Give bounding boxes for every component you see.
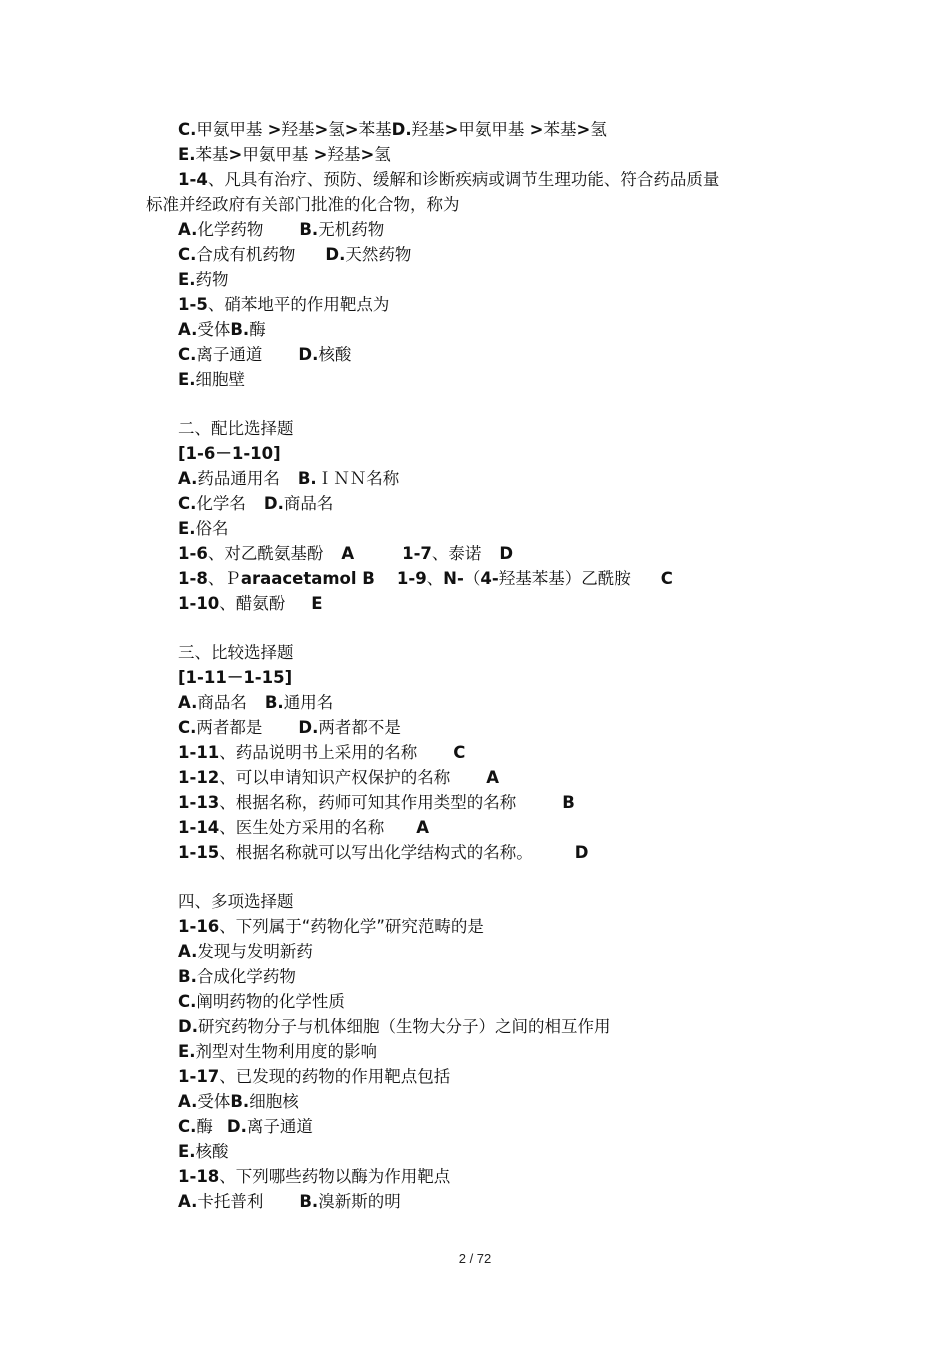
text-line bbox=[0, 1039, 950, 1064]
text-segment: A. bbox=[178, 693, 198, 712]
text-segment: 酶 bbox=[196, 1117, 213, 1136]
text-line bbox=[0, 516, 950, 541]
text-segment: B. bbox=[230, 1092, 250, 1111]
text-segment: 合成化学药物 bbox=[196, 967, 296, 986]
text-segment: 甲氨甲基 bbox=[458, 120, 530, 139]
text-segment: 核酸 bbox=[318, 345, 352, 364]
text-segment: 、根据名称，药师可知其作用类型的名称 bbox=[219, 793, 517, 812]
text-segment: D. bbox=[325, 245, 346, 264]
text-segment: 1-8 bbox=[178, 569, 208, 588]
text-segment: A. bbox=[178, 942, 198, 961]
text-segment: 三、比较选择题 bbox=[178, 643, 294, 662]
text-segment: > bbox=[576, 120, 591, 139]
text-line bbox=[0, 1064, 950, 1089]
text-segment: > bbox=[313, 145, 328, 164]
text-line bbox=[0, 292, 950, 317]
text-segment: 四、多项选择题 bbox=[178, 892, 294, 911]
text-segment: E. bbox=[178, 145, 196, 164]
text-segment: A bbox=[416, 818, 430, 837]
text-line bbox=[0, 889, 950, 914]
text-segment: > bbox=[529, 120, 544, 139]
text-segment: 、醋氨酚 bbox=[219, 594, 286, 613]
text-segment: D. bbox=[226, 1117, 247, 1136]
text-segment: E. bbox=[178, 519, 196, 538]
text-line bbox=[0, 989, 950, 1014]
text-segment: 研究药物分子与机体细胞（生物大分子）之间的相互作用 bbox=[197, 1017, 611, 1036]
text-segment: E. bbox=[178, 1142, 196, 1161]
text-segment: D. bbox=[298, 718, 319, 737]
text-segment: 甲氨甲基 bbox=[196, 120, 268, 139]
text-segment: 化学药物 bbox=[197, 220, 264, 239]
section-gap bbox=[0, 865, 950, 889]
text-line bbox=[0, 142, 950, 167]
text-segment: C. bbox=[178, 245, 197, 264]
text-segment: 、 bbox=[426, 569, 444, 588]
text-line bbox=[0, 441, 950, 466]
text-line bbox=[0, 939, 950, 964]
text-segment: B bbox=[562, 793, 575, 812]
text-segment: 、可以申请知识产权保护的名称 bbox=[219, 768, 451, 787]
text-segment: 1-14 bbox=[178, 818, 220, 837]
text-segment: A. bbox=[178, 220, 198, 239]
text-segment: 核酸 bbox=[195, 1142, 229, 1161]
text-segment: A. bbox=[178, 320, 198, 339]
text-line bbox=[0, 790, 950, 815]
text-segment: 、凡具有治疗、预防、缓解和诊断疾病或调节生理功能、符合药品质量 bbox=[207, 170, 720, 189]
text-segment: N- bbox=[443, 569, 464, 588]
text-segment: 1-16 bbox=[178, 917, 220, 936]
text-line bbox=[0, 740, 950, 765]
text-line bbox=[0, 117, 950, 142]
text-line bbox=[0, 242, 950, 267]
text-segment: > bbox=[344, 120, 359, 139]
text-segment: 化学名 bbox=[196, 494, 246, 513]
text-segment: > bbox=[444, 120, 459, 139]
text-segment: 苯基 bbox=[543, 120, 577, 139]
text-segment: 1-10 bbox=[178, 594, 220, 613]
text-segment: 两者都不是 bbox=[318, 718, 401, 737]
text-segment: 发现与发明新药 bbox=[197, 942, 313, 961]
text-segment: 1-11 bbox=[178, 743, 220, 762]
text-segment: 阐明药物的化学性质 bbox=[196, 992, 345, 1011]
text-segment: 1-5 bbox=[178, 295, 208, 314]
text-segment: 、药品说明书上采用的名称 bbox=[219, 743, 418, 762]
text-segment: 、硝苯地平的作用靶点为 bbox=[207, 295, 390, 314]
text-line bbox=[0, 267, 950, 292]
text-segment: 氢 bbox=[590, 120, 607, 139]
text-line bbox=[0, 541, 950, 566]
text-segment: 离子通道 bbox=[246, 1117, 313, 1136]
text-segment: C. bbox=[178, 718, 197, 737]
text-line bbox=[0, 1089, 950, 1114]
document-body bbox=[0, 117, 950, 1214]
text-segment: C. bbox=[178, 120, 197, 139]
text-segment: 氢 bbox=[328, 120, 345, 139]
text-segment: B. bbox=[230, 320, 250, 339]
text-segment: > bbox=[267, 120, 282, 139]
text-segment: 苯基 bbox=[195, 145, 229, 164]
text-segment: 羟基苯基）乙酰胺 bbox=[498, 569, 631, 588]
text-segment: 、下列属于“药物化学”研究范畴的是 bbox=[219, 917, 484, 936]
text-segment: 、对乙酰氨基酚 bbox=[207, 544, 324, 563]
text-segment: 1-7 bbox=[402, 544, 432, 563]
text-segment: C. bbox=[178, 992, 197, 1011]
text-segment: 天然药物 bbox=[345, 245, 412, 264]
text-segment: 、泰诺 bbox=[431, 544, 482, 563]
text-segment: D. bbox=[298, 345, 319, 364]
text-segment: E. bbox=[178, 370, 196, 389]
text-line bbox=[0, 690, 950, 715]
text-segment: 细胞核 bbox=[249, 1092, 299, 1111]
text-line bbox=[0, 167, 950, 192]
text-segment: D bbox=[499, 544, 514, 563]
text-segment: E. bbox=[178, 1042, 196, 1061]
text-segment: > bbox=[314, 120, 329, 139]
text-line bbox=[0, 1164, 950, 1189]
text-segment: D. bbox=[178, 1017, 198, 1036]
text-segment: B. bbox=[299, 1192, 319, 1211]
text-segment: A. bbox=[178, 1092, 198, 1111]
text-segment: C. bbox=[178, 494, 197, 513]
text-segment: 1-13 bbox=[178, 793, 220, 812]
text-segment: araacetamol B bbox=[240, 569, 375, 588]
text-segment: 、已发现的药物的作用靶点包括 bbox=[219, 1067, 451, 1086]
text-line bbox=[0, 466, 950, 491]
text-line bbox=[0, 914, 950, 939]
text-segment: 羟基 bbox=[411, 120, 445, 139]
text-line bbox=[0, 1139, 950, 1164]
text-segment: E. bbox=[178, 270, 196, 289]
text-line bbox=[0, 367, 950, 392]
text-segment: 酶 bbox=[249, 320, 266, 339]
text-segment: ＩＮＮ名称 bbox=[316, 469, 400, 488]
text-segment: 两者都是 bbox=[196, 718, 263, 737]
text-segment: 1-17 bbox=[178, 1067, 220, 1086]
text-line bbox=[0, 317, 950, 342]
text-line bbox=[0, 1014, 950, 1039]
text-segment: D. bbox=[391, 120, 412, 139]
text-line bbox=[0, 840, 950, 865]
section-gap bbox=[0, 616, 950, 640]
text-segment: 卡托普利 bbox=[197, 1192, 264, 1211]
text-segment: 氢 bbox=[374, 145, 391, 164]
text-segment: E bbox=[311, 594, 323, 613]
text-segment: 二、配比选择题 bbox=[178, 419, 294, 438]
text-segment: 1-15 bbox=[178, 843, 220, 862]
text-segment: 1-9 bbox=[396, 569, 427, 588]
text-segment: B. bbox=[264, 693, 284, 712]
text-line bbox=[0, 964, 950, 989]
text-line bbox=[0, 1114, 950, 1139]
text-segment: C. bbox=[178, 345, 197, 364]
text-segment: 受体 bbox=[197, 1092, 231, 1111]
text-segment: C. bbox=[178, 1117, 197, 1136]
text-line bbox=[0, 765, 950, 790]
text-segment: B. bbox=[178, 967, 197, 986]
text-line bbox=[0, 566, 950, 591]
text-segment: 剂型对生物利用度的影响 bbox=[195, 1042, 378, 1061]
text-line bbox=[0, 665, 950, 690]
text-segment: 、下列哪些药物以酶为作用靶点 bbox=[219, 1167, 451, 1186]
text-line bbox=[0, 1189, 950, 1214]
text-segment: 、根据名称就可以写出化学结构式的名称。 bbox=[219, 843, 533, 862]
text-line bbox=[0, 815, 950, 840]
page-number: 2 / 72 bbox=[458, 1251, 492, 1266]
text-segment: 无机药物 bbox=[318, 220, 385, 239]
text-line bbox=[0, 416, 950, 441]
text-segment: 1-18 bbox=[178, 1167, 220, 1186]
text-segment: C bbox=[660, 569, 673, 588]
text-segment: B. bbox=[297, 469, 317, 488]
text-segment: > bbox=[228, 145, 243, 164]
text-segment: 药物 bbox=[195, 270, 229, 289]
text-segment: [1-11－1-15] bbox=[178, 668, 293, 687]
text-segment: B. bbox=[299, 220, 319, 239]
text-line bbox=[0, 217, 950, 242]
text-segment: 合成有机药物 bbox=[196, 245, 296, 264]
text-segment: 商品名 bbox=[197, 693, 247, 712]
text-segment: 通用名 bbox=[283, 693, 334, 712]
text-segment: A. bbox=[178, 1192, 198, 1211]
text-line bbox=[0, 342, 950, 367]
text-segment: A bbox=[341, 544, 355, 563]
text-segment: 俗名 bbox=[195, 519, 229, 538]
text-segment: 4- bbox=[480, 569, 499, 588]
text-segment: 1-6 bbox=[178, 544, 208, 563]
text-segment: C bbox=[453, 743, 466, 762]
text-segment: 苯基 bbox=[358, 120, 392, 139]
text-segment: 受体 bbox=[197, 320, 231, 339]
text-segment: D. bbox=[263, 494, 284, 513]
text-line bbox=[0, 591, 950, 616]
text-line bbox=[0, 192, 950, 217]
text-segment: A bbox=[486, 768, 500, 787]
text-segment: D bbox=[574, 843, 589, 862]
text-segment: 、医生处方采用的名称 bbox=[219, 818, 385, 837]
section-gap bbox=[0, 392, 950, 416]
text-segment: （ bbox=[463, 569, 481, 588]
text-segment: 、Ｐ bbox=[207, 569, 241, 588]
text-segment: 1-4 bbox=[178, 170, 208, 189]
text-segment: 商品名 bbox=[283, 494, 334, 513]
text-segment: 细胞壁 bbox=[195, 370, 246, 389]
text-segment: > bbox=[360, 145, 375, 164]
text-segment: 甲氨甲基 bbox=[242, 145, 314, 164]
text-segment: 离子通道 bbox=[196, 345, 263, 364]
text-line bbox=[0, 491, 950, 516]
text-line bbox=[0, 640, 950, 665]
text-segment: [1-6－1-10] bbox=[178, 444, 281, 463]
text-segment: 羟基 bbox=[281, 120, 315, 139]
text-segment: 药品通用名 bbox=[197, 469, 280, 488]
text-segment: A. bbox=[178, 469, 198, 488]
text-segment: 羟基 bbox=[327, 145, 361, 164]
text-line bbox=[0, 715, 950, 740]
text-segment: 标准并经政府有关部门批准的化合物，称为 bbox=[146, 195, 460, 214]
text-segment: 溴新斯的明 bbox=[318, 1192, 401, 1211]
text-segment: 1-12 bbox=[178, 768, 220, 787]
